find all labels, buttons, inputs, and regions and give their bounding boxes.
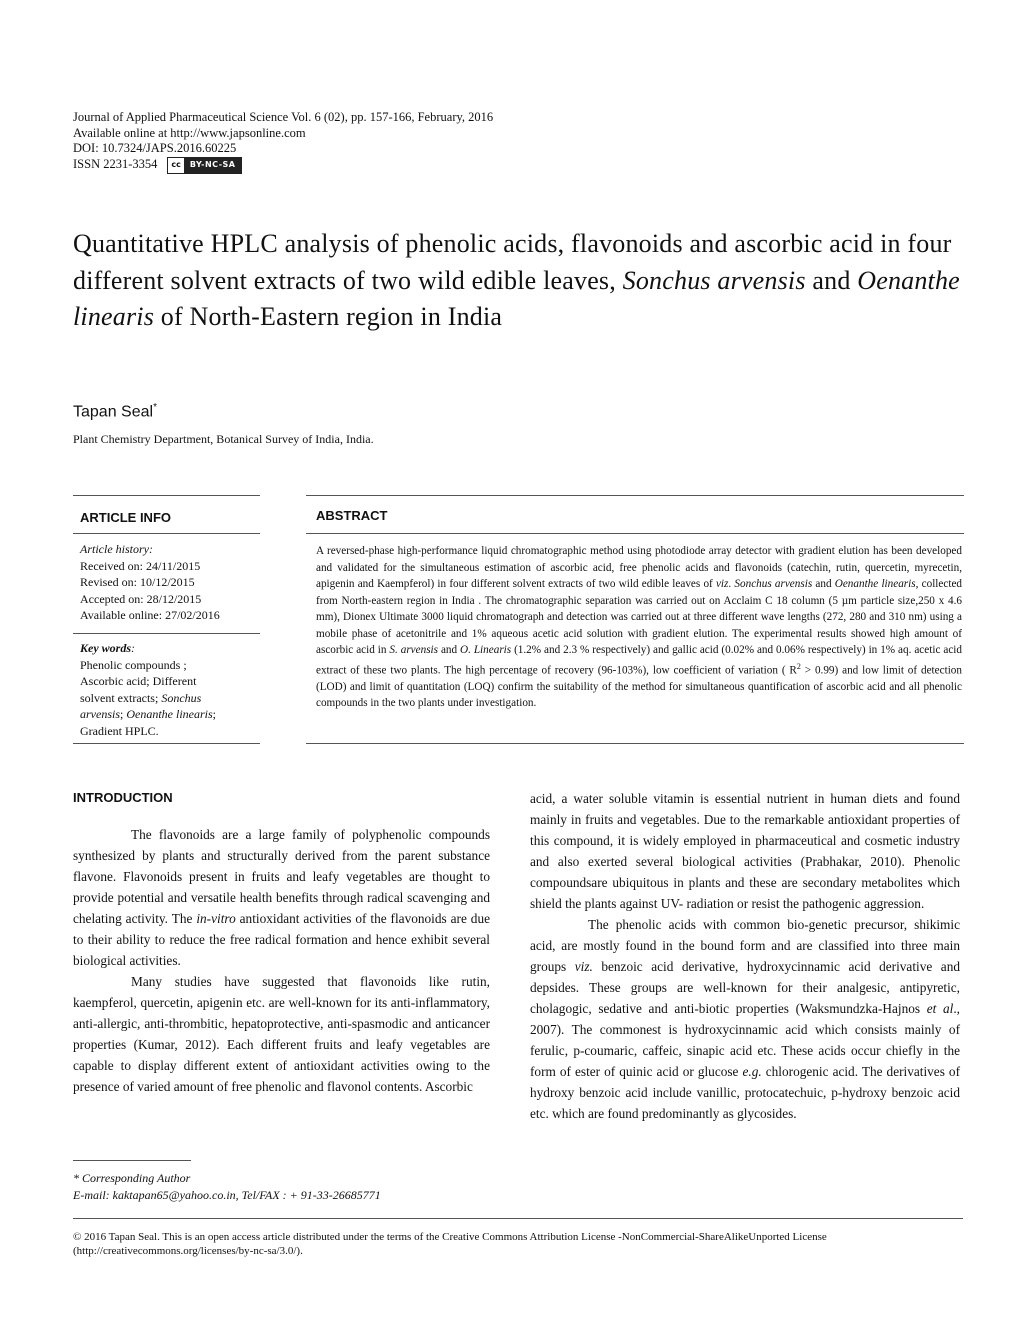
abstract-part: .	[728, 578, 735, 590]
received-date: Received on: 24/11/2015	[80, 558, 201, 573]
abstract-heading: ABSTRACT	[316, 508, 388, 523]
divider	[73, 633, 260, 634]
license-statement	[73, 1230, 953, 1258]
keywords-colon: :	[131, 641, 135, 655]
keyword: arvensis	[80, 707, 120, 721]
keywords-label: Key words	[80, 641, 131, 655]
cc-license-badge[interactable]	[167, 157, 241, 174]
text: The phenolic acids with common bio-genetic precursor, shikimic acid, are mostly found in the bound form and are classified into three main groups	[530, 917, 960, 974]
abstract-part: viz	[715, 578, 729, 590]
revised-date: Revised on: 10/12/2015	[80, 575, 195, 589]
journal-line: Journal of Applied Pharmaceutical Science Vol. 6 (02), pp. 157-166, February, 2016	[73, 110, 494, 124]
author-mark: *	[153, 402, 157, 413]
available-online[interactable]: Available online at http://www.japsonline.com	[73, 125, 306, 140]
text: e.g.	[742, 1064, 762, 1079]
online-date: Available online: 27/02/2016	[80, 608, 220, 622]
intro-left-column	[73, 824, 490, 1097]
license-text: ).	[296, 1245, 303, 1257]
license-type: BY-NC-SA	[185, 158, 241, 173]
keyword: Sonchus	[161, 690, 202, 705]
paragraph	[530, 914, 960, 1124]
text: et al	[926, 1001, 954, 1016]
corresponding-author: * Corresponding Author	[73, 1171, 191, 1185]
article-info-heading: ARTICLE INFO	[80, 510, 171, 525]
title-text-1: Quantitative HPLC analysis of phenolic acids, flavonoids and ascorbic acid in four different solvent extracts of two wild edible leaves,	[73, 229, 952, 295]
abstract-part: , collected from North-eastern region in India . The chromatographic separation was carried out on Acclaim C 18 column (5 µm particle size,250 x 4.6 mm), Dionex Ultimate 3000 liquid chromatograph and detection was carried out at three different wave lengths (272, 280 and 310 nm) using a mobile phase of acetonitrile and 1% aqueous acetic acid solution with gradient elution. The experimental results showed high amount of ascorbic acid in	[316, 578, 963, 656]
author-email[interactable]: E-mail: kaktapan65@yahoo.co.in, Tel/FAX : + 91-33-26685771	[73, 1188, 381, 1202]
keyword-sep: ;	[212, 707, 217, 721]
journal-header	[73, 110, 493, 174]
keyword: Oenanthe linearis	[126, 707, 213, 721]
text: The flavonoids are a large family of polyphenolic compounds synthesized by plants and structurally derived from the parent substance flavone. Flavonoids present in fruits and leafy vegetables are thought to provide potential and versatile health benefits through radical scavenging and chelating activity. The	[73, 827, 490, 926]
article-history	[80, 541, 260, 624]
paragraph	[73, 824, 490, 971]
keyword: solvent extracts;	[80, 690, 162, 705]
doi[interactable]: DOI: 10.7324/JAPS.2016.60225	[73, 141, 237, 155]
issn: ISSN 2231-3354	[73, 157, 158, 172]
title-and: and	[805, 265, 858, 295]
divider	[73, 743, 260, 744]
text: in-vitro	[196, 911, 236, 926]
text: antioxidant activities of the flavonoids are due to their ability to reduce the free radical formation and hence exhibit several biological activities.	[73, 911, 490, 968]
text: viz.	[574, 959, 593, 974]
keyword: Phenolic compounds ;	[80, 657, 187, 672]
divider	[306, 743, 964, 744]
accepted-date: Accepted on: 28/12/2015	[80, 591, 202, 606]
paragraph: Many studies have suggested that flavonoids like rutin, kaempferol, quercetin, apigenin etc. are well-known for its anti-inflammatory, anti-allergic, anti-thrombitic, hepatoprotective, anti-spasmodic and anticancer properties (Kumar, 2012). Each different fruits and leafy vegetables are capable to display different extent of antioxidant activities owing to the presence of varied amount of free phenolic and flavonol contents. Ascorbic	[73, 974, 490, 1094]
divider	[306, 495, 964, 496]
title-species-2: Oenanthe linearis	[73, 265, 960, 331]
footnote-divider	[73, 1160, 191, 1161]
text: ., 2007). The commonest is hydroxycinnamic acid which consists mainly of ferulic, p-coumaric, caffeic, sinapic acid etc. These acids occur chiefly in the form of ester of quinic acid or glucose	[530, 1001, 960, 1079]
license-text: © 2016 Tapan Seal. This is an open access article distributed under the terms of the Creative Commons Attribution License -NonCommercial-ShareAlikeUnported License (	[73, 1231, 827, 1257]
divider	[306, 533, 964, 534]
article-title	[73, 226, 963, 336]
intro-right-column	[530, 788, 960, 1124]
abstract-part: and	[812, 578, 835, 590]
affiliation: Plant Chemistry Department, Botanical Survey of India, India.	[73, 432, 374, 446]
history-label: Article history:	[80, 542, 153, 556]
keyword: Gradient HPLC.	[80, 723, 159, 738]
title-species-1: Sonchus arvensis	[622, 265, 806, 295]
divider	[73, 1218, 963, 1219]
abstract-part: A reversed-phase high-performance liquid chromatographic method using photodiode array detector with gradient elution has been developed and validated for the simultaneous estimation of ascorbic acid, free phenolic acids and flavonoids (catechin, rutin, quercetin, myrecetin, apigenin and Kaempferol) in four different solvent extracts of two wild edible leaves of	[316, 545, 962, 590]
title-text-2: of North-Eastern region in India	[154, 302, 503, 331]
keywords	[80, 640, 260, 739]
text: chlorogenic acid. The derivatives of hydroxy benzoic acid include vanillic, protocatechuic, p-hydroxy benzoic acid etc. which are found predominantly as glycosides.	[530, 1064, 961, 1121]
abstract-part: S. arvensis	[389, 644, 439, 656]
introduction-heading: INTRODUCTION	[73, 790, 173, 805]
abstract-part: and	[438, 644, 461, 656]
keyword: Ascorbic acid; Different	[80, 674, 197, 688]
abstract-part: O. Linearis	[460, 644, 512, 656]
keyword-sep: ;	[120, 707, 127, 721]
license-link[interactable]: http://creativecommons.org/licenses/by-nc-sa/3.0/	[76, 1245, 297, 1257]
divider	[73, 533, 260, 534]
divider	[73, 495, 260, 496]
author	[73, 402, 157, 421]
abstract-part: Oenanthe linearis	[834, 578, 916, 590]
abstract-part: Sonchus arvensis	[734, 578, 813, 590]
abstract-part: (1.2% and 2.3 % respectively) and gallic acid (0.02% and 0.06% respectively) in 1% aq. acetic acid extract of these two plants. The high percentage of recovery (96-103%), low coefficient of variation ( R	[316, 644, 962, 677]
abstract-text	[316, 543, 962, 712]
author-name: Tapan Seal	[73, 403, 154, 421]
abstract-part: 2	[796, 661, 801, 671]
paragraph: acid, a water soluble vitamin is essential nutrient in human diets and found mainly in fruits and vegetables. Due to the remarkable antioxidant properties of this compound, it is widely employed in pharmaceutical and cosmetic industry and also exerted several biological activities (Prabhakar, 2010). Phenolic compoundsare ubiquitous in plants and these are secondary metabolites which shield the plants against UV- radiation or resist the pathogenic aggression.	[530, 791, 960, 911]
cc-icon: cc	[168, 158, 184, 173]
footnote	[73, 1170, 381, 1204]
abstract-part: > 0.99) and low limit of detection (LOD) and limit of quantitation (LOQ) confirm the suitability of the method for simultaneous quantification of ascorbic acid and all phenolic compounds in the two plants under investigation.	[316, 664, 962, 710]
text: benzoic acid derivative, hydroxycinnamic acid derivative and depsides. These groups are well-known for their analgesic, antipyretic, cholagogic, sedative and anti-biotic properties (Waksmundzka-Hajnos	[530, 959, 960, 1016]
